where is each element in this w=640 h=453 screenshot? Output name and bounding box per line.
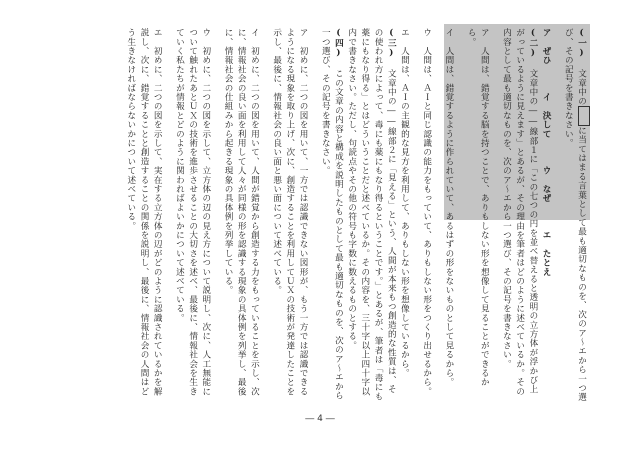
question-number: (三) — [386, 28, 397, 59]
option-b: イ 初めに、二つの図を用いて、人間が錯覚から創造する力をもっていることを示し、次に、情報社会の良い面を利用して人々が同様の形を認識する現象の具体例を列挙し、最後に、情報社会の仕組みから起きる現象の具体例を列挙している。 — [223, 28, 260, 396]
option-d: エ 初めに、二つの図を示して、実在する立方体の辺がどのように認識されているかを解説し、次に、錯覚することと創造することの関係を説明し、最後に、情報社会の人間はどう生きなければならないかについて述べている。 — [125, 28, 163, 396]
question-4 — [124, 28, 345, 402]
option-b: イ 人間は、錯覚するように作られていて、あるはずの形をないものとして見るから。 — [443, 28, 454, 387]
option-c: ウ 初めに、二つの図を示して、立方体の辺の見え方について説明し、次に、人工無能について触れたあとＵＸの技術を進歩させることの大切さを述べ、最後に、情報社会を生きていく私たちが情報とどのように関わればよいかについて述べている。 — [174, 28, 211, 396]
question-3 — [344, 28, 397, 402]
option-a: ア 初めに、二つの図を用いて、一方では認識できない図形が、もう一方では認識できるようになる現象を取り上げ、次に、創造することを利用してＵＸの技術が発達したことを示し、最後に、情報社会の良い面と悪い面について述べている。 — [271, 28, 309, 396]
page-number: ― 4 ― — [305, 414, 335, 424]
option-a: ア 人間は、錯覚する脳を持つことで、ありもしない形を想像して見ることができるから。 — [466, 28, 490, 387]
question-stem-pre: 文章中の — [576, 69, 587, 106]
question-stem: 文章中の――線部１に「この七つの円を並べ替えると透明の立方体が浮かび上がっているように見えます」とあるが、その理由を筆者はどのように述べているか。その内容として最も適切なものを、次のア～エから一つ選び、その記号を書きなさい。 — [501, 28, 538, 396]
question-number: (一) — [576, 28, 587, 59]
question-stem: 文章中の――線部２に「見える」という、人間が本来もつ創造的な性質は、その使われ方によって、毒にも薬にもなり得るということです。」とあるが、筆者は「毒にも薬にもなり得る」とはどういうことだと述べているか。その内容を、三十字以上四十字以内で書きなさい。ただし、句読点やその他の符号も字数に数えるものとする。 — [346, 28, 397, 401]
question-number: (四) — [333, 28, 344, 59]
question-sheet — [64, 24, 590, 406]
question-stem: この文章の内容と構成を説明したものとして最も適切なものを、次のア～エから一つ選び、その記号を書きなさい。 — [320, 28, 344, 401]
vertical-text-block — [64, 28, 590, 402]
question-options: ア ぜひ イ 決して ウ なぜ エ たとえ — [541, 28, 552, 277]
question-number: (二) — [527, 28, 538, 59]
option-d: エ 人間は、ＡＩの主観的な見方を利用して、ありもしない形を想像しているから。 — [399, 28, 410, 378]
question-stem-post: に当てはまる言葉として最も適切なものを、次のア～エから一つ選び、その記号を書きなさい。 — [563, 28, 587, 402]
option-c: ウ 人間は、ＡＩと同じ認識の能力をもっていて、ありもしない形をつくり出せるから。 — [421, 28, 432, 396]
question-1 — [539, 28, 590, 402]
answer-blank-box — [578, 106, 590, 126]
question-2 — [397, 28, 539, 402]
